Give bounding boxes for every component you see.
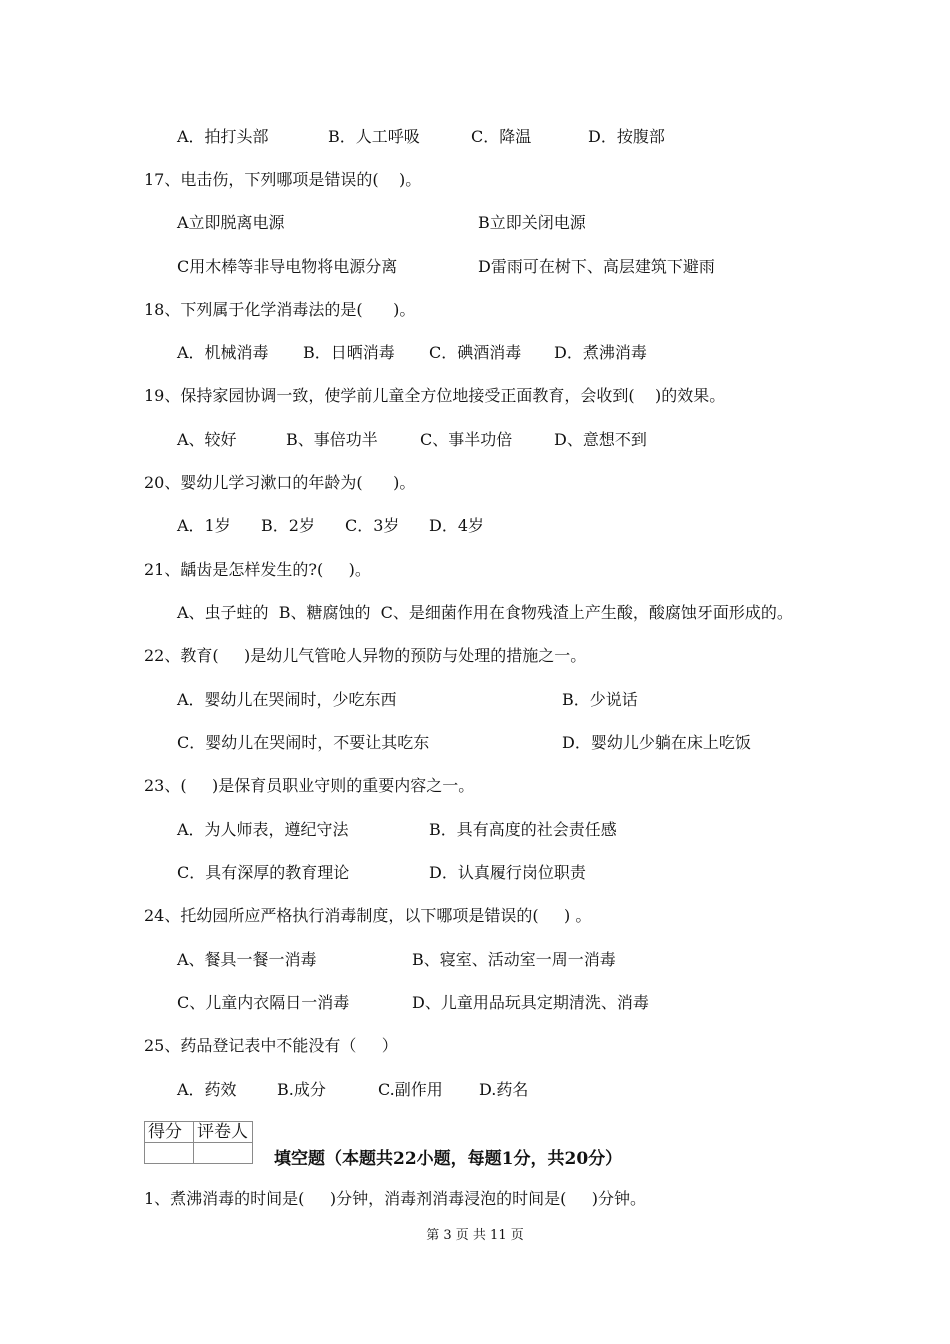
question-17-option-d: D雷雨可在树下、高层建筑下避雨 xyxy=(478,257,715,276)
question-22-option-c: C．婴幼儿在哭闹时，不要让其吃东 xyxy=(177,733,430,752)
question-18-option-a: A．机械消毒 xyxy=(177,343,269,362)
question-18-option-b: B．日晒消毒 xyxy=(303,343,395,362)
question-19-stem: 19、保持家园协调一致，使学前儿童全方位地接受正面教育，会收到( )的效果。 xyxy=(144,386,726,405)
question-21-stem: 21、龋齿是怎样发生的?( )。 xyxy=(144,560,371,579)
question-24-option-d: D、儿童用品玩具定期清洗、消毒 xyxy=(412,993,649,1012)
question-23-stem: 23、( )是保育员职业守则的重要内容之一。 xyxy=(144,776,475,795)
question-19-option-b: B、事倍功半 xyxy=(286,430,378,449)
question-20-option-d: D．4岁 xyxy=(429,516,485,535)
question-25-option-c: C.副作用 xyxy=(378,1080,443,1099)
score-label: 得分 xyxy=(145,1122,194,1143)
question-25-option-b: B.成分 xyxy=(277,1080,326,1099)
question-24-option-a: A、餐具一餐一消毒 xyxy=(177,950,317,969)
question-19-option-c: C、事半功倍 xyxy=(420,430,513,449)
question-25-option-d: D.药名 xyxy=(479,1080,529,1099)
prev-option-b: B．人工呼吸 xyxy=(328,127,420,146)
page-footer: 第 3 页 共 11 页 xyxy=(426,1228,524,1243)
prev-option-a: A．拍打头部 xyxy=(177,127,269,146)
question-20-stem: 20、婴幼儿学习漱口的年龄为( )。 xyxy=(144,473,416,492)
question-19-option-a: A、较好 xyxy=(177,430,237,449)
question-20-option-a: A．1岁 xyxy=(177,516,231,535)
question-23-option-a: A．为人师表，遵纪守法 xyxy=(177,820,349,839)
prev-option-c: C．降温 xyxy=(471,127,532,146)
question-20-option-c: C．3岁 xyxy=(345,516,400,535)
question-23-option-d: D．认真履行岗位职责 xyxy=(429,863,586,882)
question-17-stem: 17、电击伤，下列哪项是错误的( )。 xyxy=(144,170,422,189)
question-18-option-c: C．碘酒消毒 xyxy=(429,343,522,362)
question-20-option-b: B．2岁 xyxy=(261,516,315,535)
score-cell xyxy=(145,1143,194,1164)
question-17-option-c: C用木棒等非导电物将电源分离 xyxy=(177,257,398,276)
question-24-option-b: B、寝室、活动室一周一消毒 xyxy=(412,950,616,969)
question-24-option-c: C、儿童内衣隔日一消毒 xyxy=(177,993,350,1012)
question-19-option-d: D、意想不到 xyxy=(554,430,647,449)
question-24-stem: 24、托幼园所应严格执行消毒制度，以下哪项是错误的( ) 。 xyxy=(144,906,592,925)
question-25-stem: 25、药品登记表中不能没有（ ） xyxy=(144,1036,398,1055)
fill-question-1: 1、煮沸消毒的时间是( )分钟，消毒剂消毒浸泡的时间是( )分钟。 xyxy=(144,1189,647,1208)
score-table xyxy=(144,1121,253,1164)
question-18-stem: 18、下列属于化学消毒法的是( )。 xyxy=(144,300,416,319)
question-18-option-d: D．煮沸消毒 xyxy=(554,343,647,362)
question-23-option-c: C．具有深厚的教育理论 xyxy=(177,863,350,882)
question-21-options: A、虫子蛀的 B、糖腐蚀的 C、是细菌作用在食物残渣上产生酸，酸腐蚀牙面形成的。 xyxy=(177,603,793,622)
prev-option-d: D．按腹部 xyxy=(588,127,665,146)
grader-label: 评卷人 xyxy=(194,1122,253,1143)
question-22-option-a: A．婴幼儿在哭闹时，少吃东西 xyxy=(177,690,397,709)
question-25-option-a: A．药效 xyxy=(177,1080,237,1099)
question-22-stem: 22、教育( )是幼儿气管呛人异物的预防与处理的措施之一。 xyxy=(144,646,587,665)
question-22-option-d: D．婴幼儿少躺在床上吃饭 xyxy=(562,733,751,752)
question-22-option-b: B．少说话 xyxy=(562,690,638,709)
question-17-option-b: B立即关闭电源 xyxy=(478,213,586,232)
question-17-option-a: A立即脱离电源 xyxy=(177,213,285,232)
question-23-option-b: B．具有高度的社会责任感 xyxy=(429,820,617,839)
section-title: 填空题（本题共22小题，每题1分，共20分） xyxy=(274,1149,623,1169)
grader-cell xyxy=(194,1143,253,1164)
